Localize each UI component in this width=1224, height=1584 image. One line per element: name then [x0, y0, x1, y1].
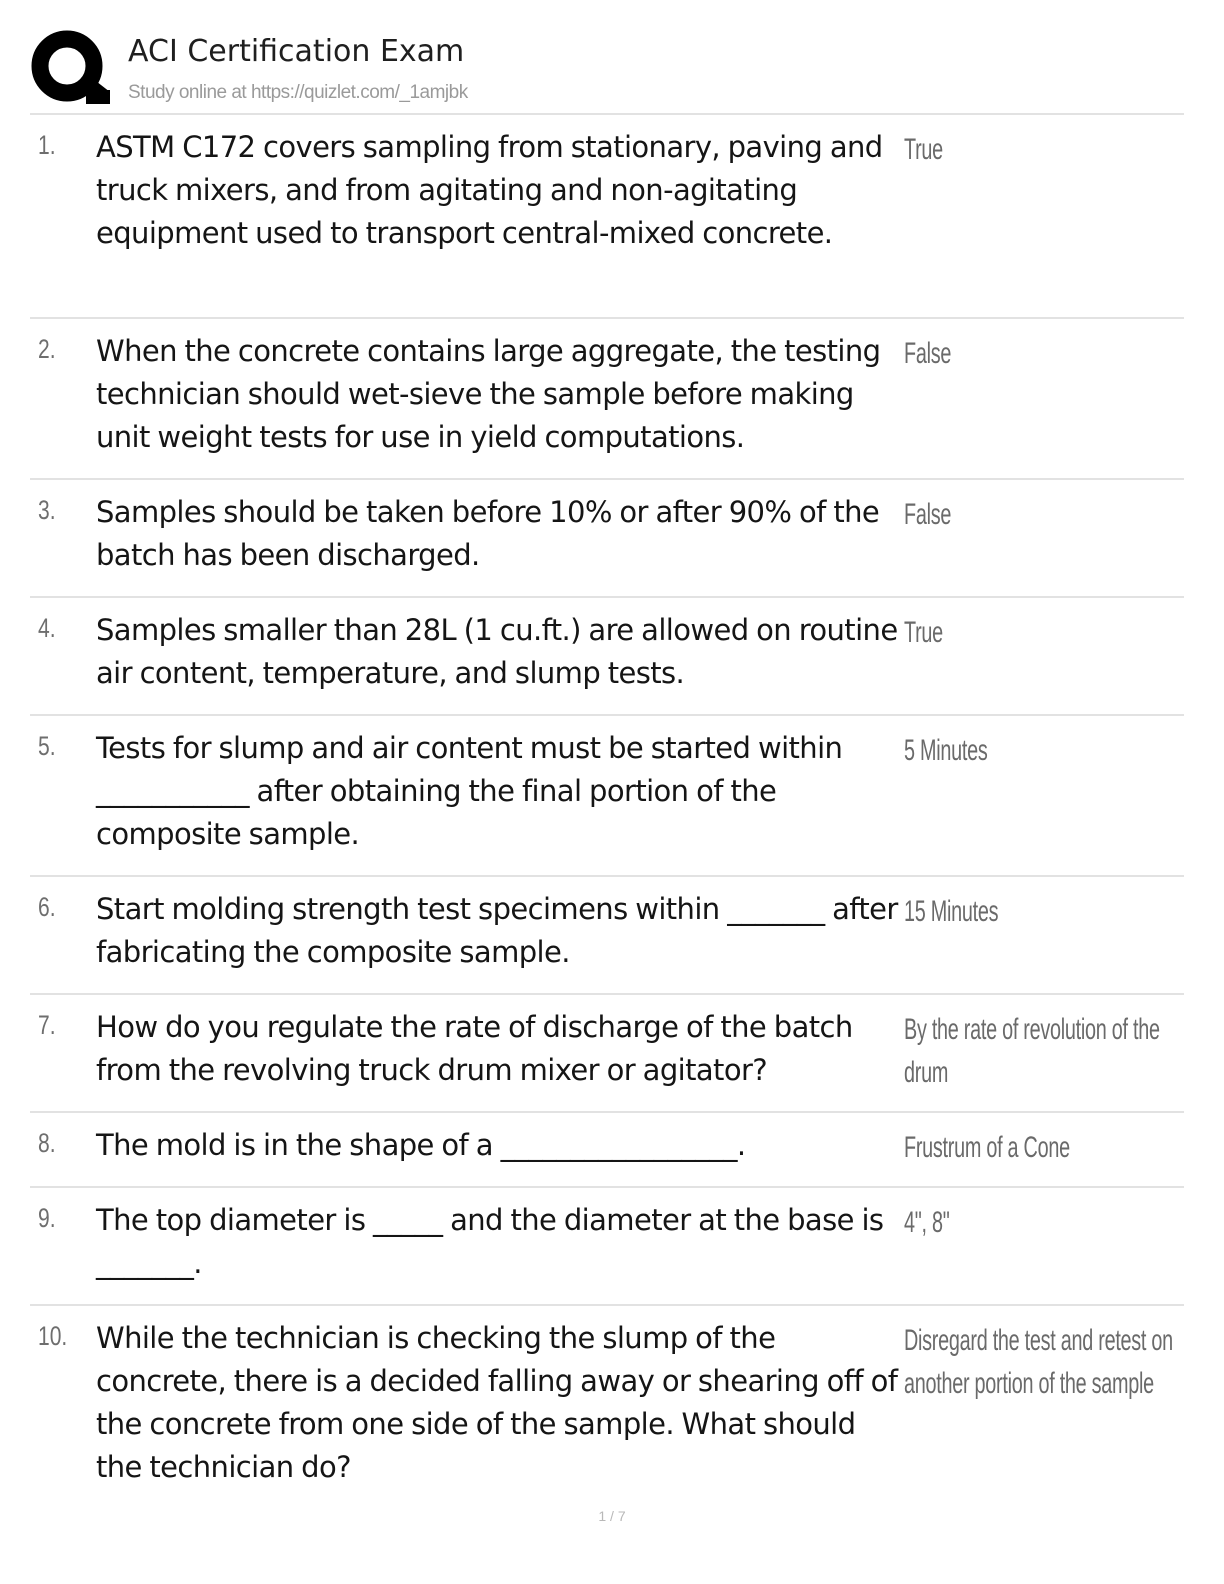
answer-text: By the rate of revolution of the drum: [904, 1013, 1160, 1089]
question-text: ASTM C172 covers sampling from stationary, paving and truck mixers, and from agitating and non-agitating equipment used to transport central-mixed concrete.: [96, 130, 883, 250]
question-number: 8.: [38, 1128, 56, 1158]
question-text: Start molding strength test specimens within _______ after fabricating the composite sample.: [96, 892, 898, 969]
question-number: 3.: [38, 495, 56, 525]
answer-text: True: [904, 616, 943, 649]
answer-text: 15 Minutes: [904, 895, 999, 928]
question-text: How do you regulate the rate of discharge of the batch from the revolving truck drum mixer or agitator?: [96, 1010, 853, 1087]
question-number: 4.: [38, 613, 56, 643]
answer-text: False: [904, 498, 952, 531]
question-text: The mold is in the shape of a _________________.: [96, 1128, 746, 1162]
answer-text: Disregard the test and retest on another portion of the sample: [904, 1324, 1173, 1400]
answer-text: Frustrum of a Cone: [904, 1131, 1070, 1164]
page-title: ACI Certification Exam: [128, 34, 465, 69]
page-number: 1 / 7: [598, 1508, 626, 1524]
divider: [30, 1304, 1184, 1306]
question-text: The top diameter is _____ and the diameter at the base is _______.: [96, 1203, 884, 1280]
quizlet-logo-icon: [30, 28, 110, 108]
study-online-link[interactable]: Study online at https://quizlet.com/_1amjbk: [128, 82, 468, 103]
question-text: Samples should be taken before 10% or after 90% of the batch has been discharged.: [96, 495, 880, 572]
divider: [30, 1186, 1184, 1188]
divider: [30, 596, 1184, 598]
answer-text: False: [904, 337, 952, 370]
divider: [30, 113, 1184, 115]
page-header: [30, 28, 1184, 114]
question-text: Tests for slump and air content must be started within ___________ after obtaining the final portion of the composite sample.: [96, 731, 843, 851]
divider: [30, 993, 1184, 995]
answer-text: True: [904, 133, 943, 166]
question-text: While the technician is checking the slump of the concrete, there is a decided falling away or shearing off of the concrete from one side of the sample. What should the technician do?: [96, 1321, 898, 1484]
question-number: 6.: [38, 892, 56, 922]
divider: [30, 478, 1184, 480]
question-number: 7.: [38, 1010, 56, 1040]
divider: [30, 317, 1184, 319]
question-number: 1.: [38, 130, 56, 160]
question-text: When the concrete contains large aggregate, the testing technician should wet-sieve the sample before making unit weight tests for use in yield computations.: [96, 334, 881, 454]
question-number: 5.: [38, 731, 56, 761]
divider: [30, 1111, 1184, 1113]
divider: [30, 714, 1184, 716]
question-number: 2.: [38, 334, 56, 364]
divider: [30, 875, 1184, 877]
question-text: Samples smaller than 28L (1 cu.ft.) are allowed on routine air content, temperature, and slump tests.: [96, 613, 898, 690]
question-number: 10.: [38, 1321, 68, 1351]
question-number: 9.: [38, 1203, 56, 1233]
answer-text: 5 Minutes: [904, 734, 988, 767]
answer-text: 4", 8": [904, 1206, 950, 1239]
